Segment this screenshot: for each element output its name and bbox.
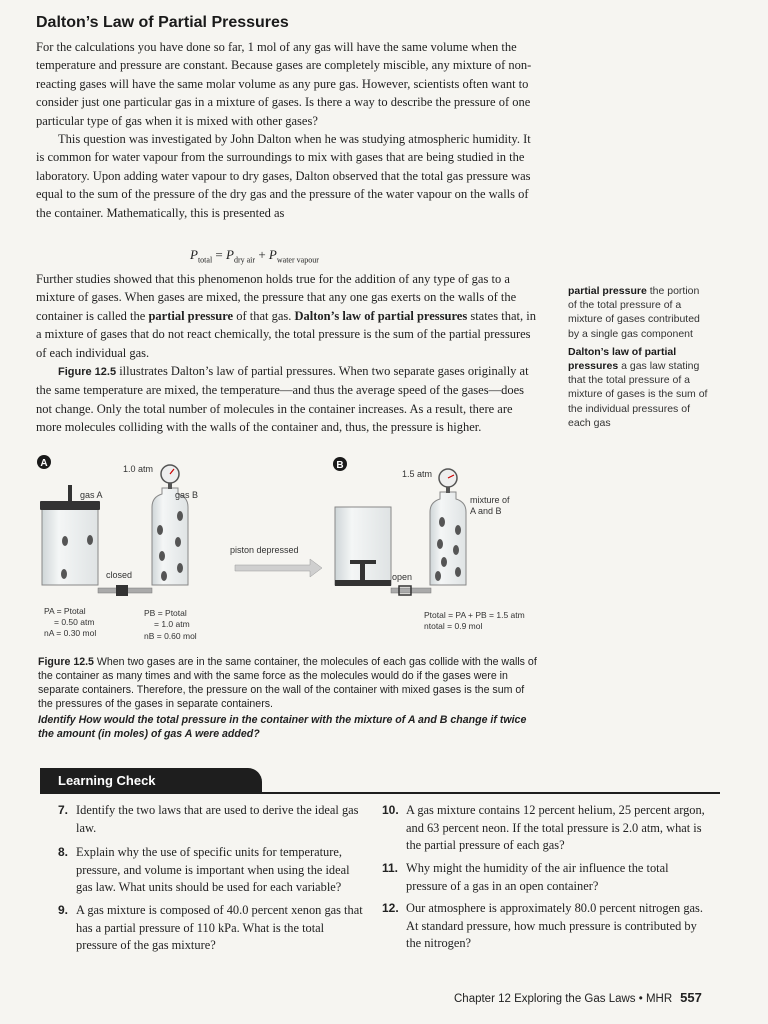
paragraph-1: For the calculations you have done so far, 1 mol of any gas will have the same volume when the temperature and pressure are constant. Because gases are completely miscible, any mixture of non-reacting gases will have the same molar volume as any pure gas. However, scientists often want to consider just one particular gas in a mixture of gases. Is there a way to describe the pressure of one particular type of gas when it is mixed with other gases? [36, 40, 532, 128]
mixture-label: mixture of [470, 495, 510, 505]
intro-paragraphs [36, 38, 536, 222]
footer-chapter: Chapter 12 Exploring the Gas Laws • MHR [454, 993, 673, 1005]
paragraph-2: This question was investigated by John Dalton when he was studying atmospheric humidity. It is common for water vapour from the surroundings to mix with gases that are being studied in the laboratory. Upon adding water vapour to dry gases, Dalton observed that the total gas pressure was equal to the sum of the pressure of the dry gas and the pressure of the water vapour on the walls of the container. Mathematically, this is presented as [36, 132, 531, 220]
na-value: nA = 0.30 mol [44, 628, 97, 638]
gauge-b-reading: 1.5 atm [402, 469, 433, 479]
question-7: 7. Identify the two laws that are used to derive the ideal gas law. [58, 803, 359, 835]
term-daltons-law: Dalton’s law of partial pressures [294, 308, 468, 323]
page-footer [454, 990, 702, 1005]
paragraph-3: Further studies showed that this phenomenon holds true for the addition of any type of gas to a mixture of gases. When gases are mixed, the pressure that any one gas exerts on the walls of the container is called the partial pressure of that gas. Dalton’s law of partial pressures states that, in a mixture of gases that do not react chemically, the total pressure is the sum of the partial pressures of each individual gas. [36, 272, 536, 360]
question-9: 9. A gas mixture is composed of 40.0 percent xenon gas that has a partial pressure of 110 kPa. What is the total pressure of the gas mixture? [58, 903, 363, 952]
paragraph-4: Figure 12.5 illustrates Dalton’s law of partial pressures. When two separate gases originally at the same temperature are mixed, the temperature—and thus the average speed of the gases—does not change. Only the total number of molecules in the container increases. As a result, there are more molecules colliding with the walls of the container and, thus, the pressure is higher. [36, 364, 529, 435]
gas-b-label: gas B [175, 490, 199, 500]
flask-b [152, 465, 188, 585]
question-12: 12. Our atmosphere is approximately 80.0 percent nitrogen gas. At standard pressure, how much pressure is contributed by the nitrogen? [382, 901, 703, 950]
arrow-icon [235, 559, 322, 577]
learning-check-questions [40, 794, 720, 964]
glossary-item-partial-pressure: partial pressure the portion of the total pressure of a mixture of gases contributed by a single gas component [568, 285, 700, 340]
pb-equation: PB = Ptotal [144, 608, 187, 618]
pa-value: = 0.50 atm [54, 617, 95, 627]
identify-question: How would the total pressure in the container with the mixture of A and B change if twice the amount (in moles) of gas A were added? [38, 714, 527, 740]
question-10: 10. A gas mixture contains 12 percent helium, 25 percent argon, and 63 percent neon. If the total pressure is 2.0 atm, what is the partial pressure of each gas? [382, 803, 705, 852]
question-8: 8. Explain why the use of specific units for temperature, pressure, and volume is important when using the ideal gas law. What units should be used for each variable? [58, 845, 350, 894]
figure-label-b: B [336, 460, 344, 471]
glossary-sidebar [568, 284, 708, 434]
caption-figure-ref: Figure 12.5 [38, 656, 94, 668]
cylinder-a [40, 485, 100, 585]
identify-label: Identify [38, 714, 76, 726]
piston-rod-a [68, 485, 72, 502]
section-title: Dalton’s Law of Partial Pressures [36, 14, 289, 31]
pb-value: = 1.0 atm [154, 619, 190, 629]
ptotal-equation: Ptotal = PA + PB = 1.5 atm [424, 610, 525, 620]
figure-label-a: A [40, 458, 48, 469]
mixture-label-line2: A and B [470, 506, 502, 516]
cylinder-b [335, 507, 391, 586]
nb-value: nB = 0.60 mol [144, 631, 197, 641]
figure-12-5 [30, 452, 570, 652]
dalton-paragraphs [36, 270, 536, 437]
piston-a [40, 501, 100, 510]
learning-check-header: Learning Check [40, 768, 262, 794]
valve-closed-label: closed [106, 570, 133, 580]
ntotal-value: ntotal = 0.9 mol [424, 621, 483, 631]
gauge-a-reading: 1.0 atm [123, 464, 154, 474]
pa-equation: PA = Ptotal [44, 606, 86, 616]
page-number: 557 [680, 990, 702, 1005]
term-partial-pressure: partial pressure [148, 308, 234, 323]
valve-open-label: open [392, 572, 413, 582]
figure-caption [38, 655, 538, 741]
figure-reference: Figure 12.5 [58, 366, 117, 379]
gas-a-label: gas A [80, 490, 103, 500]
question-11: 11. Why might the humidity of the air influence the total pressure of a gas in an open container? [382, 861, 669, 893]
glossary-item-daltons-law: Dalton’s law of partial pressures a gas law stating that the total pressure of a mixture of gases is the sum of the individual pressures of each gas [568, 345, 708, 429]
valve-closed [116, 585, 128, 596]
piston-b [335, 580, 391, 586]
caption-text: When two gases are in the same container, the molecules of each gas collide with the walls of the container as many times and with the same force as the molecules would do if the gases were in separate containers. Therefore, the pressure on the wall of the container with mixed gases is the sum of the pressures of the gases in separate containers. [38, 656, 537, 710]
dalton-equation: $P_{total} = P_{dry air} + P_{water vapour}$ [190, 247, 319, 265]
piston-depressed-label: piston depressed [230, 545, 299, 555]
flask-mixture [430, 469, 466, 585]
